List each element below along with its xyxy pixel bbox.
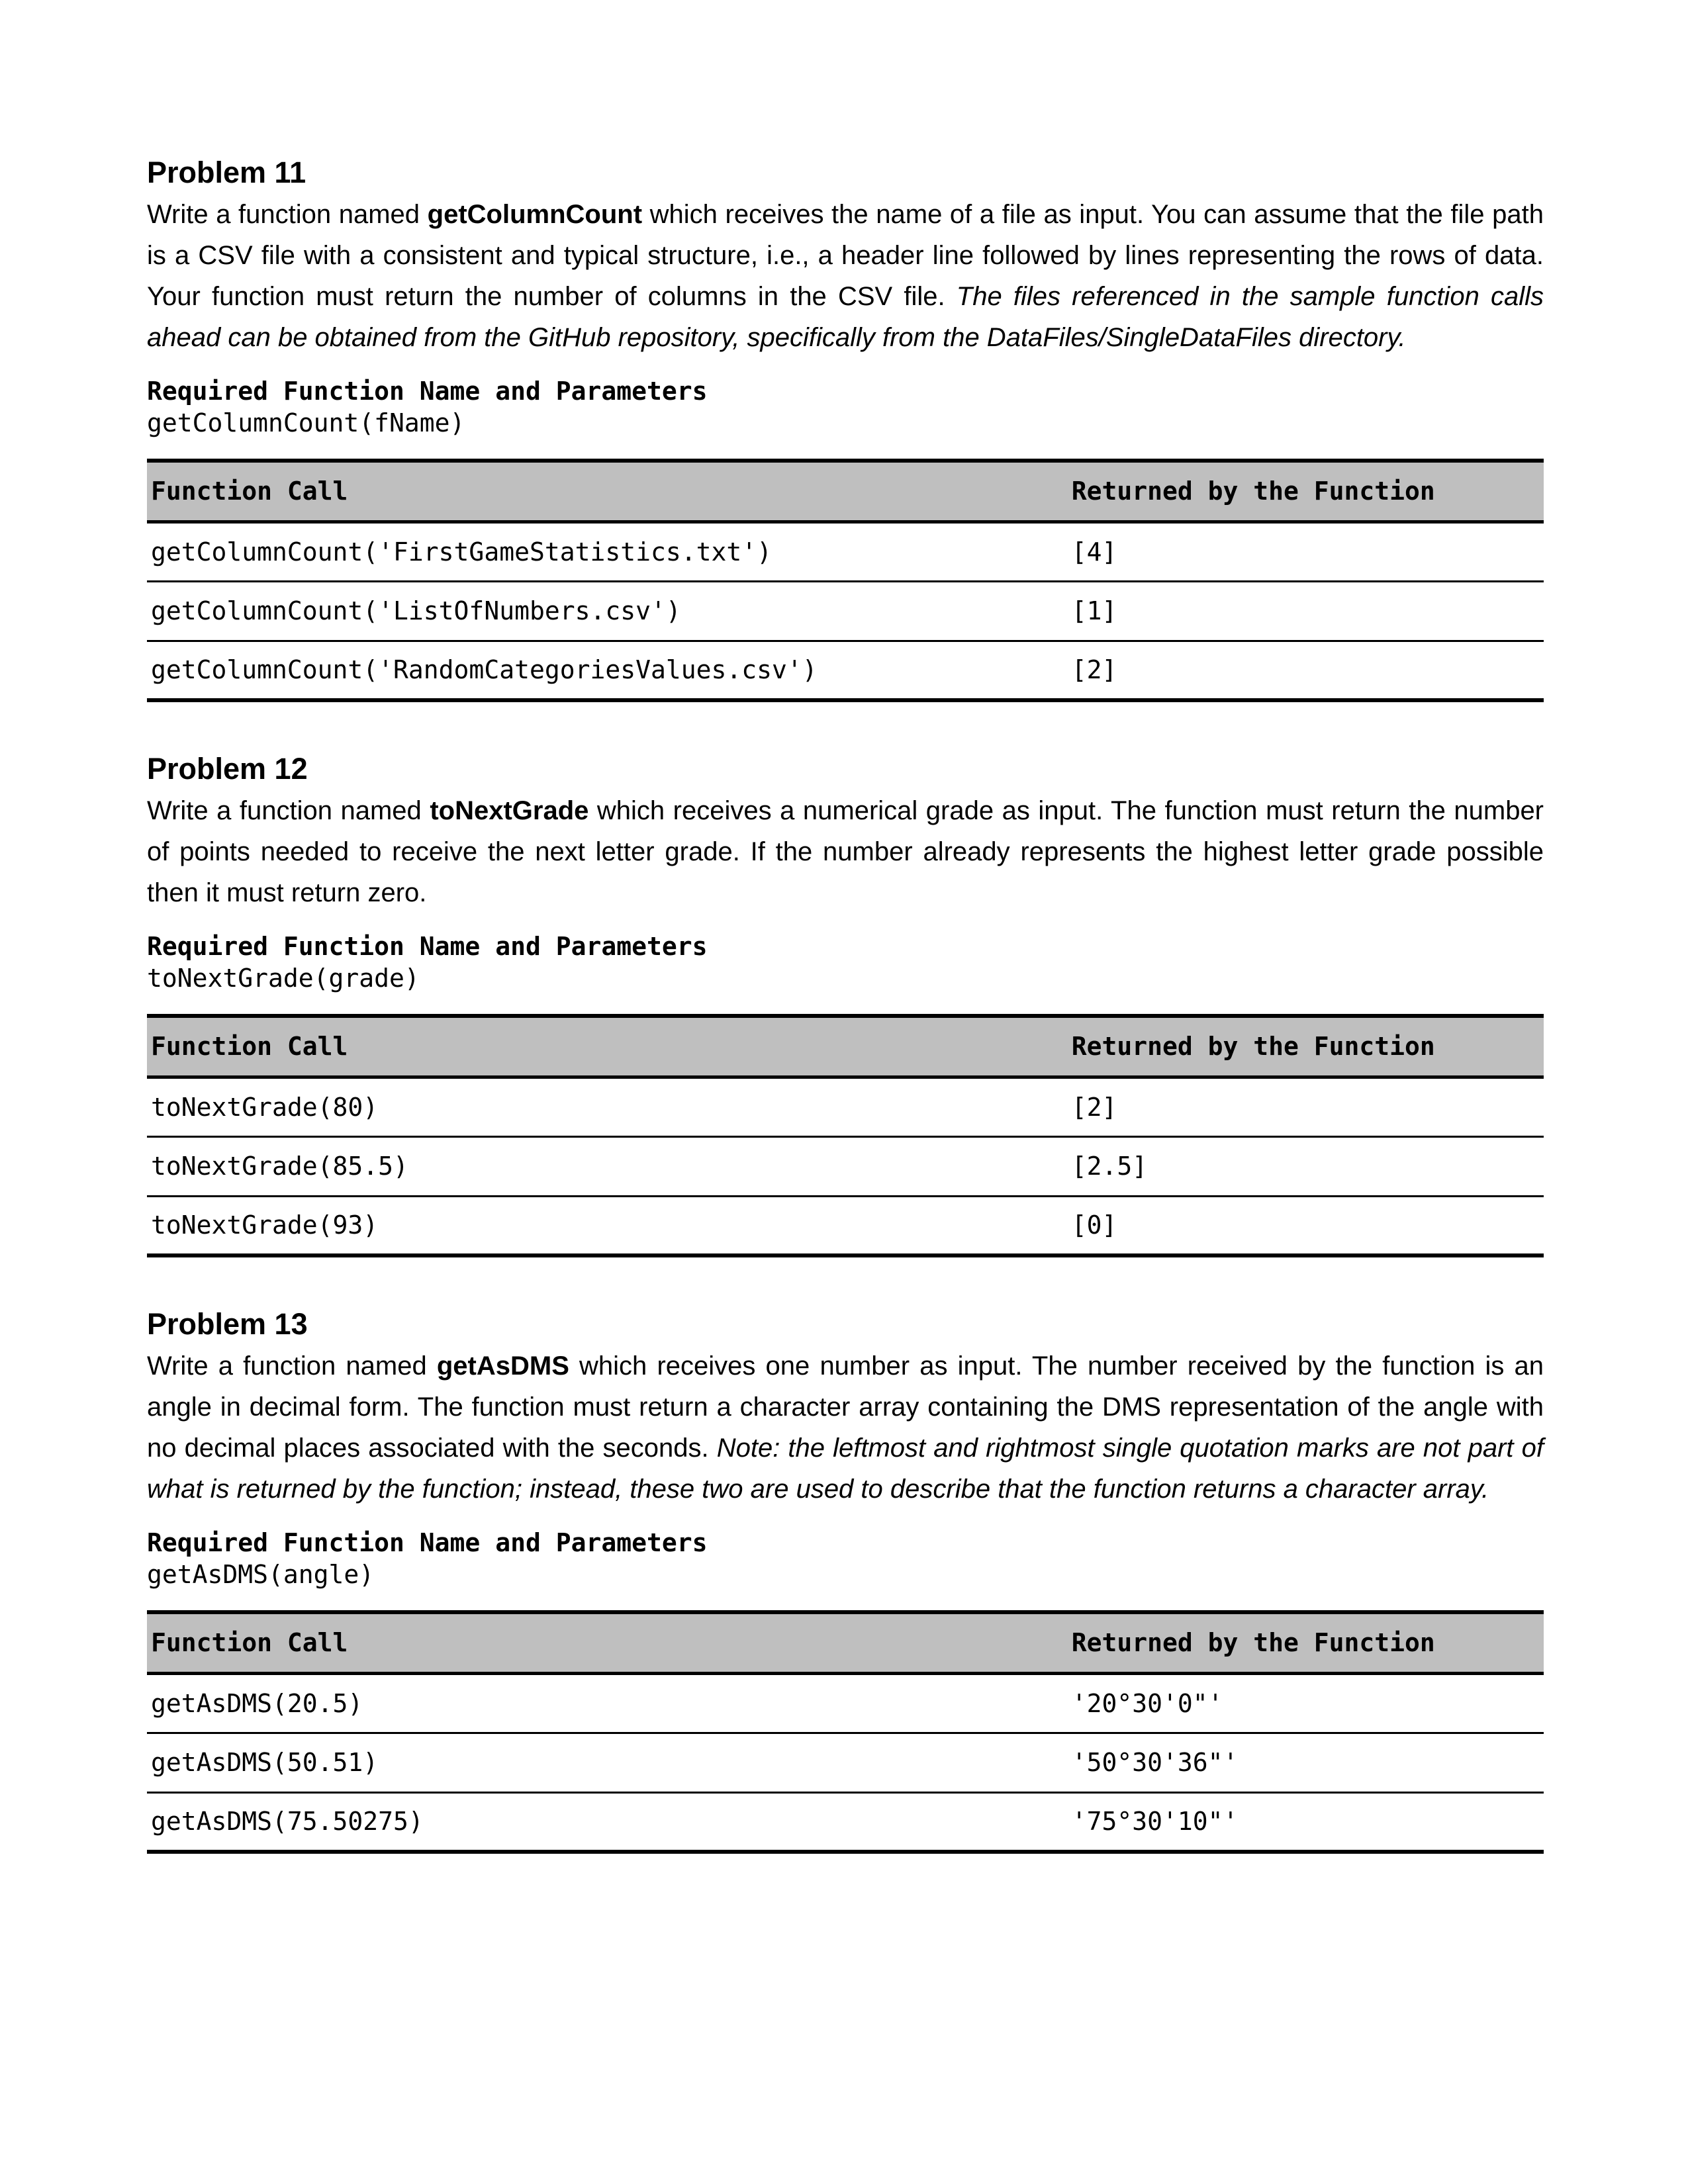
column-header-returned: Returned by the Function (1071, 477, 1435, 506)
table-row (147, 1077, 1544, 1136)
column-header-function-call: Function Call (151, 1032, 348, 1062)
problem-13-section (147, 1307, 1544, 1854)
table-row (147, 1136, 1544, 1196)
returned-value-cell: [4] (1071, 537, 1117, 567)
function-signature: getAsDMS(angle) (147, 1560, 375, 1589)
function-call-cell: getColumnCount('ListOfNumbers.csv') (151, 596, 681, 625)
function-signature: toNextGrade(grade) (147, 964, 420, 993)
problem-11-section (147, 156, 1544, 702)
required-function-header: Required Function Name and Parameters (147, 377, 708, 406)
problem-12-section (147, 752, 1544, 1257)
table-body (147, 1077, 1544, 1255)
function-call-cell: getAsDMS(20.5) (151, 1688, 363, 1718)
function-call-table (147, 1014, 1544, 1257)
table-header (147, 1612, 1544, 1673)
returned-value-cell: '20°30'0"' (1071, 1688, 1223, 1718)
table-header (147, 461, 1544, 522)
table-row (147, 1792, 1544, 1852)
description-text: which receives a numerical grade as input. The function must return the number of points needed to receive the next letter grade. If the number already represents the highest letter grade possible then it must return zero. (147, 796, 1544, 907)
function-call-cell: getAsDMS(75.50275) (151, 1807, 424, 1837)
table-row (147, 1673, 1544, 1733)
description-note-italic: The files referenced in the sample function calls ahead can be obtained from the GitHub repository, specifically from the DataFiles/SingleDataFiles directory. (147, 282, 1544, 352)
function-call-cell: getColumnCount('RandomCategoriesValues.csv') (151, 655, 818, 685)
required-function-header: Required Function Name and Parameters (147, 1528, 708, 1557)
description-text: Write a function named (147, 200, 428, 229)
function-name-bold: getAsDMS (436, 1351, 569, 1381)
problem-description (147, 790, 1544, 913)
problem-heading: Problem 13 (147, 1307, 308, 1341)
table-row (147, 1733, 1544, 1792)
returned-value-cell: [2] (1071, 655, 1117, 685)
column-header-function-call: Function Call (151, 1628, 348, 1658)
table-header-row (147, 1612, 1544, 1673)
function-call-cell: toNextGrade(85.5) (151, 1152, 408, 1181)
column-header-function-call: Function Call (151, 477, 348, 506)
returned-value-cell: '50°30'36"' (1071, 1748, 1239, 1777)
table-header-row (147, 461, 1544, 522)
table-row (147, 522, 1544, 581)
returned-value-cell: [1] (1071, 596, 1117, 625)
table-row (147, 1196, 1544, 1255)
function-signature: getColumnCount(fName) (147, 408, 465, 437)
description-note-italic: Note: the leftmost and rightmost single quotation marks are not part of what is returned by the function; instead, these two are used to describe that the function returns a character array. (147, 1433, 1544, 1504)
column-header-returned: Returned by the Function (1071, 1032, 1435, 1062)
function-call-cell: getColumnCount('FirstGameStatistics.txt') (151, 537, 772, 567)
function-call-table (147, 459, 1544, 702)
function-name-bold: getColumnCount (427, 200, 643, 229)
required-function-header: Required Function Name and Parameters (147, 932, 708, 961)
description-text: Write a function named (147, 1351, 437, 1381)
description-text: which receives the name of a file as input. You can assume that the file path is a CSV file with a consistent and typical structure, i.e., a header line followed by lines representing the rows of data. Your function must return the number of columns in the CSV file. (147, 200, 1544, 311)
column-header-returned: Returned by the Function (1071, 1628, 1435, 1658)
problem-description (147, 194, 1544, 358)
table-header (147, 1016, 1544, 1077)
table-header-row (147, 1016, 1544, 1077)
problem-heading: Problem 12 (147, 752, 308, 786)
table-body (147, 522, 1544, 700)
table-row (147, 641, 1544, 700)
function-call-table (147, 1610, 1544, 1854)
returned-value-cell: '75°30'10"' (1071, 1807, 1239, 1837)
table-body (147, 1673, 1544, 1852)
table-row (147, 581, 1544, 641)
function-call-cell: toNextGrade(80) (151, 1092, 379, 1122)
problem-heading: Problem 11 (147, 156, 306, 189)
problem-description (147, 1345, 1544, 1510)
returned-value-cell: [2] (1071, 1092, 1117, 1122)
returned-value-cell: [2.5] (1071, 1152, 1148, 1181)
description-text: which receives one number as input. The number received by the function is an angle in decimal form. The function must return a character array containing the DMS representation of the angle with no decimal places associated with the seconds. (147, 1351, 1544, 1463)
returned-value-cell: [0] (1071, 1210, 1117, 1240)
description-text: Write a function named (147, 796, 430, 825)
function-call-cell: getAsDMS(50.51) (151, 1748, 379, 1777)
function-name-bold: toNextGrade (430, 796, 589, 825)
function-call-cell: toNextGrade(93) (151, 1210, 379, 1240)
